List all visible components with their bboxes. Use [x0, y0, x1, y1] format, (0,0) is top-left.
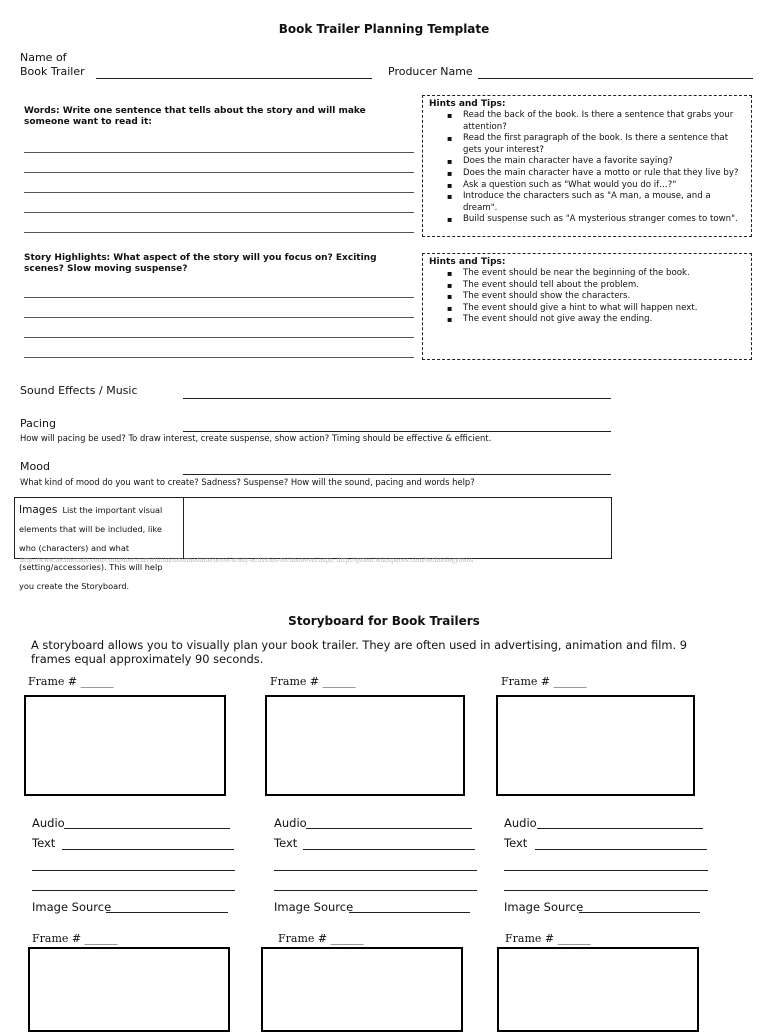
mood-label: Mood	[20, 460, 50, 473]
highlights-answer-line[interactable]	[24, 297, 414, 298]
image-source-label: Image Source	[274, 900, 354, 914]
hints-list	[429, 268, 745, 326]
hint-item: ▪ Does the main character have a motto or rule that they live by?	[463, 168, 745, 180]
text-field-extra[interactable]	[274, 870, 477, 871]
hint-item: ▪ The event should not give away the ending.	[463, 314, 745, 326]
frame-number-label[interactable]: Frame # ______	[270, 675, 356, 688]
hint-item: ▪ The event should show the characters.	[463, 291, 745, 303]
hint-item: ▪ Read the first paragraph of the book. Is there a sentence that gets your interest?	[463, 133, 745, 156]
hint-item: ▪ The event should be near the beginning of the book.	[463, 268, 745, 280]
words-answer-line[interactable]	[24, 152, 414, 153]
image-source-field[interactable]	[349, 912, 470, 913]
hint-item: ▪ Ask a question such as "What would you do if…?"	[463, 180, 745, 192]
mood-description: What kind of mood do you want to create? Sadness? Suspense? How will the sound, pacing and words help?	[20, 477, 475, 487]
producer-name-label: Producer Name	[388, 65, 473, 78]
text-label: Text	[504, 836, 528, 850]
highlights-answer-line[interactable]	[24, 317, 414, 318]
hints-box-words	[422, 95, 752, 237]
page-title: Book Trailer Planning Template	[278, 22, 490, 36]
text-field-extra[interactable]	[32, 870, 235, 871]
hint-item: ▪ Does the main character have a favorite saying?	[463, 156, 745, 168]
text-field-extra[interactable]	[504, 890, 708, 891]
audio-field[interactable]	[64, 828, 230, 829]
storyboard-frame[interactable]	[497, 947, 699, 1032]
producer-name-field[interactable]	[478, 78, 753, 79]
text-field-extra[interactable]	[274, 890, 477, 891]
pacing-label: Pacing	[20, 417, 56, 430]
hint-item: ▪ Build suspense such as "A mysterious stranger comes to town".	[463, 214, 745, 226]
audio-label: Audio	[32, 816, 65, 830]
text-field[interactable]	[303, 849, 475, 850]
frame-number-label[interactable]: Frame # ______	[501, 675, 587, 688]
audio-label: Audio	[274, 816, 307, 830]
words-answer-line[interactable]	[24, 172, 414, 173]
storyboard-frame[interactable]	[265, 695, 465, 796]
audio-field[interactable]	[537, 828, 703, 829]
audio-label: Audio	[504, 816, 537, 830]
highlights-answer-line[interactable]	[24, 337, 414, 338]
pacing-description: How will pacing be used? To draw interest, create suspense, show action? Timing should be effective & efficient.	[20, 433, 492, 443]
image-source-label: Image Source	[32, 900, 112, 914]
storyboard-frame[interactable]	[24, 695, 226, 796]
frame-number-label[interactable]: Frame # ______	[28, 675, 114, 688]
book-name-label-line1: Name of	[20, 51, 67, 64]
frame-number-label[interactable]: Frame # ______	[32, 932, 118, 945]
hint-item: ▪ The event should tell about the problem.	[463, 280, 745, 292]
hint-item: ▪ Introduce the characters such as "A man, a mouse, and a dream".	[463, 191, 745, 214]
storyboard-intro: A storyboard allows you to visually plan your book trailer. They are often used in advertising, animation and film. 9 frames equal approximately 90 seconds.	[31, 638, 688, 666]
highlights-prompt: Story Highlights: What aspect of the story will you focus on? Exciting scenes? Slow moving suspense?	[24, 253, 377, 274]
hint-item: ▪ Read the back of the book. Is there a sentence that grabs your attention?	[463, 110, 745, 133]
image-source-field[interactable]	[579, 912, 700, 913]
pacing-field[interactable]	[183, 431, 611, 432]
frame-number-label[interactable]: Frame # ______	[278, 932, 364, 945]
images-field[interactable]	[184, 498, 611, 558]
text-label: Text	[274, 836, 298, 850]
storyboard-title: Storyboard for Book Trailers	[288, 614, 480, 628]
storyboard-frame[interactable]	[28, 947, 230, 1032]
words-answer-line[interactable]	[24, 232, 414, 233]
book-name-label-line2: Book Trailer	[20, 65, 85, 78]
text-field-extra[interactable]	[32, 890, 235, 891]
hints-box-highlights	[422, 253, 752, 360]
words-answer-line[interactable]	[24, 192, 414, 193]
text-field[interactable]	[62, 849, 234, 850]
images-cell	[19, 498, 179, 593]
frame-number-label[interactable]: Frame # ______	[505, 932, 591, 945]
audio-field[interactable]	[306, 828, 472, 829]
highlights-answer-line[interactable]	[24, 357, 414, 358]
images-description: List the important visual elements that will be included, like who (characters) and what (setting/accessories). This will help you create the Storyboard.	[19, 505, 163, 591]
image-source-field[interactable]	[106, 912, 228, 913]
storyboard-frame[interactable]	[261, 947, 463, 1032]
hints-title: Hints and Tips:	[429, 257, 506, 267]
image-source-label: Image Source	[504, 900, 584, 914]
hints-title: Hints and Tips:	[429, 99, 506, 109]
mood-field[interactable]	[183, 474, 611, 475]
words-answer-line[interactable]	[24, 212, 414, 213]
text-field-extra[interactable]	[504, 870, 708, 871]
hints-list	[429, 110, 745, 226]
hint-item: ▪ The event should give a hint to what will happen next.	[463, 303, 745, 315]
sound-effects-label: Sound Effects / Music	[20, 384, 138, 397]
storyboard-frame[interactable]	[496, 695, 695, 796]
text-label: Text	[32, 836, 56, 850]
source-url: http://www.technotads.com/computer-curriculum/intermediate/novel-study-activities-technonovel.aspx; http://gsteal.wikispaces.com/technologytools	[20, 557, 474, 564]
book-name-field[interactable]	[96, 78, 372, 79]
text-field[interactable]	[535, 849, 707, 850]
sound-effects-field[interactable]	[183, 398, 611, 399]
words-prompt: Words: Write one sentence that tells about the story and will make someone want to read it:	[24, 106, 366, 127]
images-label: Images	[19, 504, 58, 516]
